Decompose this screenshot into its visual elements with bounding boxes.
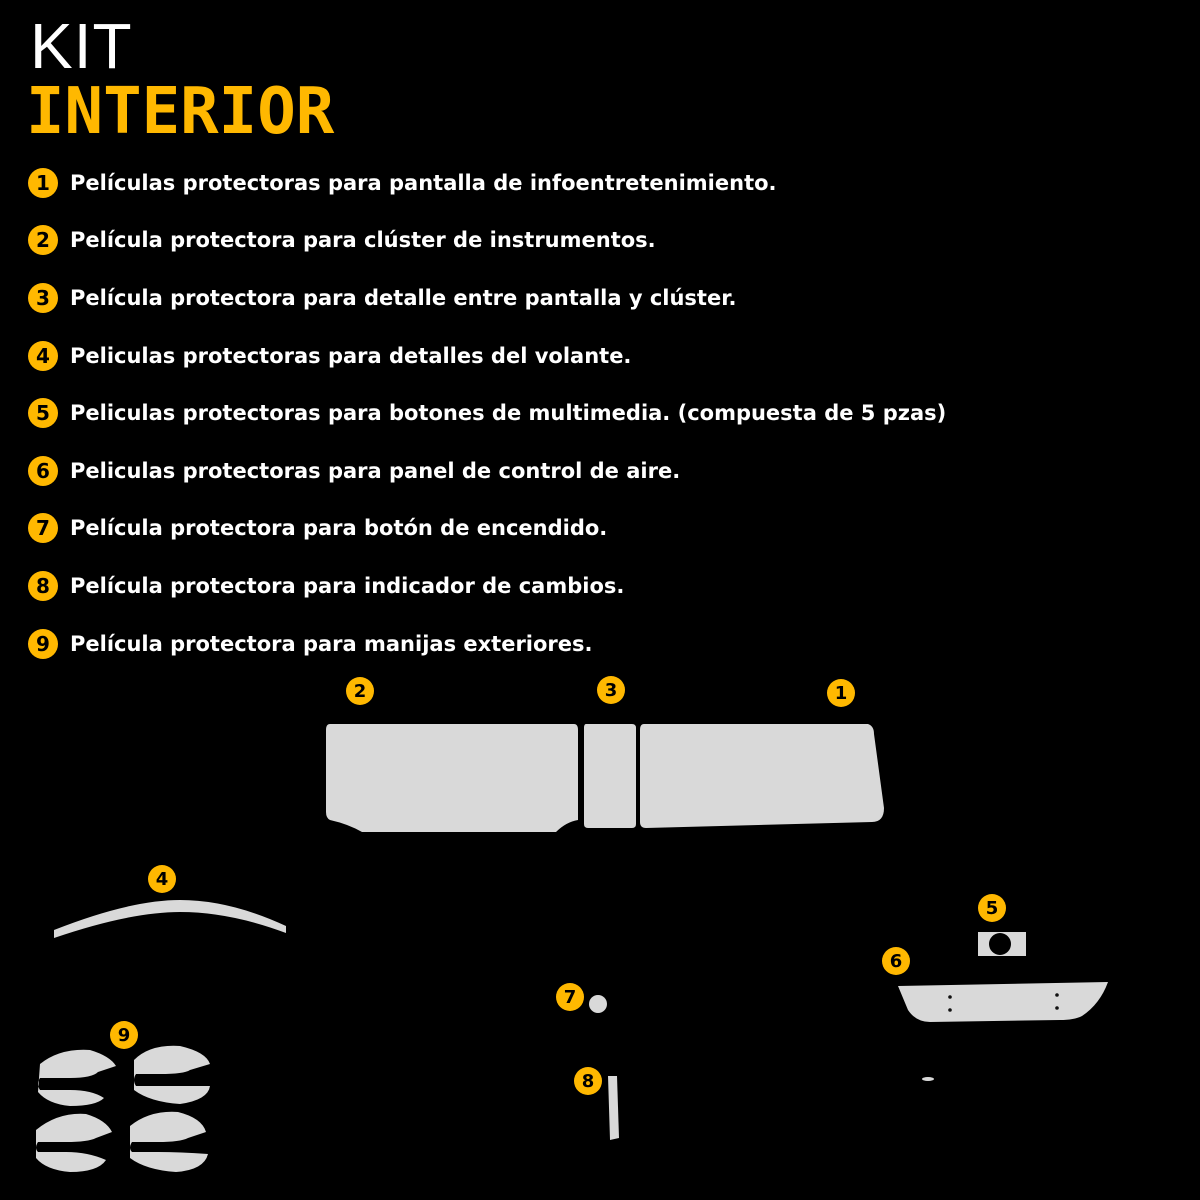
item-text: Película protectora para detalle entre pantalla y clúster. bbox=[70, 285, 737, 310]
tag-detail: 3 bbox=[597, 676, 625, 704]
film-handle-3 bbox=[36, 1114, 112, 1172]
item-text: Películas protectoras para pantalla de infoentretenimiento. bbox=[70, 170, 777, 195]
item-text: Peliculas protectoras para botones de multimedia. (compuesta de 5 pzas) bbox=[70, 401, 947, 426]
number-badge: 6 bbox=[28, 456, 58, 486]
film-screen bbox=[640, 724, 884, 828]
tag-screen: 1 bbox=[827, 679, 855, 707]
item-text: Peliculas protectoras para detalles del volante. bbox=[70, 343, 632, 368]
film-fragment bbox=[922, 1077, 934, 1081]
tag-air-panel: 6 bbox=[882, 947, 910, 975]
item-text: Película protectora para clúster de instrumentos. bbox=[70, 228, 656, 253]
title-interior: INTERIOR bbox=[26, 75, 335, 149]
number-badge: 7 bbox=[28, 513, 58, 543]
tag-door-handles: 9 bbox=[110, 1021, 138, 1049]
film-handle-4 bbox=[130, 1112, 208, 1172]
number-badge: 8 bbox=[28, 571, 58, 601]
tag-start-button: 7 bbox=[556, 983, 584, 1011]
film-handle-2 bbox=[134, 1046, 210, 1104]
item-text: Peliculas protectoras para panel de control de aire. bbox=[70, 458, 681, 483]
number-badge: 3 bbox=[28, 283, 58, 313]
film-multimedia bbox=[978, 932, 1026, 956]
film-steering bbox=[54, 900, 286, 938]
film-detail bbox=[584, 724, 636, 828]
item-text: Película protectora para indicador de cambios. bbox=[70, 573, 625, 598]
number-badge: 5 bbox=[28, 398, 58, 428]
film-air-panel bbox=[898, 982, 1108, 1022]
number-badge: 1 bbox=[28, 168, 58, 198]
film-cluster bbox=[326, 724, 578, 832]
film-handle-1 bbox=[38, 1050, 116, 1106]
number-badge: 2 bbox=[28, 225, 58, 255]
item-text: Película protectora para botón de encendido. bbox=[70, 516, 608, 541]
tag-gear-indicator: 8 bbox=[574, 1067, 602, 1095]
item-text: Película protectora para manijas exteriores. bbox=[70, 631, 593, 656]
tag-multimedia: 5 bbox=[978, 894, 1006, 922]
number-badge: 4 bbox=[28, 341, 58, 371]
number-badge: 9 bbox=[28, 629, 58, 659]
tag-steering: 4 bbox=[148, 865, 176, 893]
tag-cluster: 2 bbox=[346, 677, 374, 705]
film-start-button bbox=[589, 995, 607, 1013]
film-gear-indicator bbox=[608, 1076, 619, 1140]
title-kit: KIT bbox=[30, 10, 133, 82]
